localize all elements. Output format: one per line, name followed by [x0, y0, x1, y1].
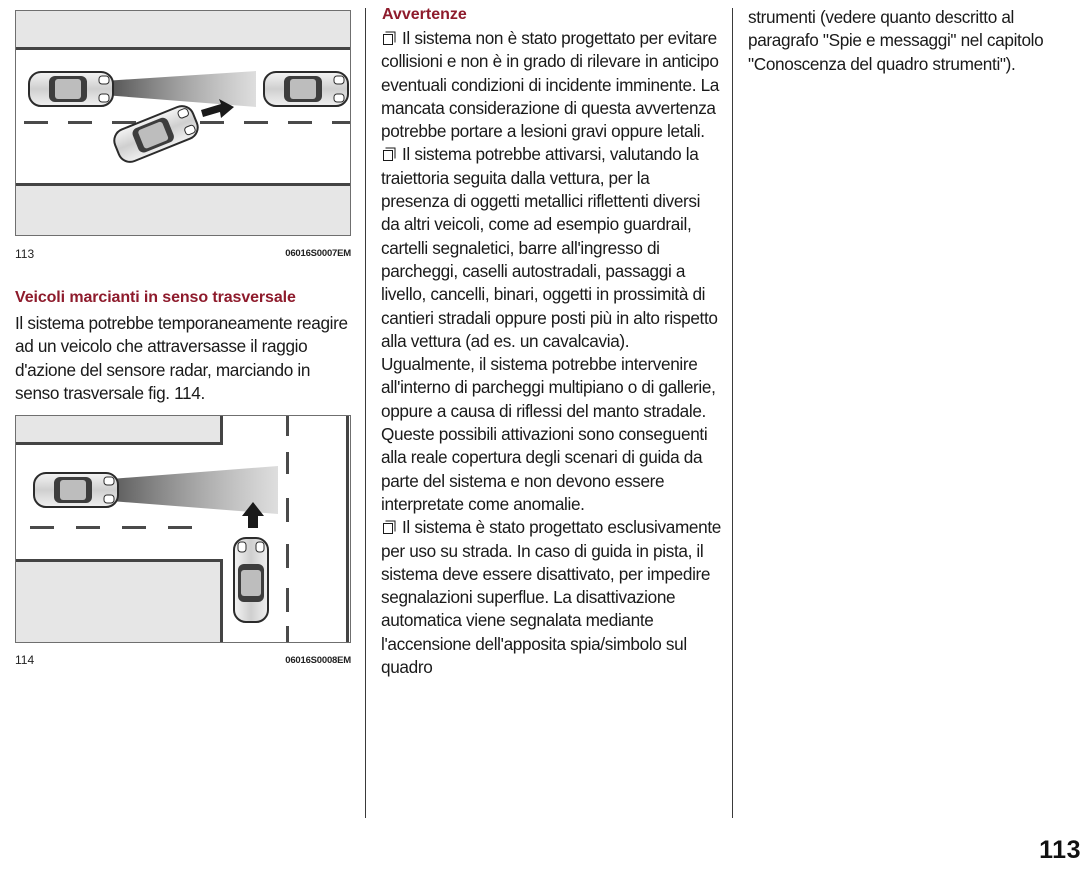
warning-continuation: strumenti (vedere quanto descritto al paragrafo "Spie e messaggi" nel capitolo "Conoscenza del quadro strumenti"). [748, 7, 1044, 74]
crossing-car [234, 538, 268, 622]
warning-list [381, 27, 721, 679]
figure-114-illustration [15, 415, 351, 643]
checkbox-bullet-icon [383, 523, 393, 534]
figure-code: 06016S0008EM [285, 655, 351, 666]
own-car [34, 473, 118, 507]
section-paragraph: Il sistema potrebbe temporaneamente reagire ad un veicolo che attraversasse il raggio d'azione del sensore radar, marciando in senso trasversale fig. 114. [15, 313, 348, 403]
warning-item: Il sistema potrebbe attivarsi, valutando la traiettoria seguita dalla vettura, per la presenza di oggetti metallici riflettenti diversi da altri veicoli, come ad esempio guardrail, cartelli segnaletici, barre all'ingresso di parcheggi, caselli autostradali, passaggi a livello, cancelli, binari, oggetti in prossimità di cantieri stradali oppure posti più in alto rispetto alla vettura (ad es. un cavalcavia). Ugualmente, il sistema potrebbe intervenire all'interno di parcheggi multipiano o di gallerie, oppure a causa di riflessi del manto stradale. Queste possibili attivazioni sono conseguenti alla reale copertura degli scenari di guida da parte del sistema e non devono essere interpretate come anomalie. [381, 144, 718, 514]
checkbox-bullet-icon [383, 34, 393, 45]
column-divider [365, 8, 366, 818]
figure-number: 113 [15, 247, 35, 261]
warning-item: Il sistema non è stato progettato per evitare collisioni e non è in grado di rilevare in anticipo eventuali condizioni di incidente imminente. La mancata considerazione di questa avvertenza potrebbe portare a lesioni gravi oppure letali. [381, 28, 720, 142]
warning-item: Il sistema è stato progettato esclusivamente per uso su strada. In caso di guida in pista, il sistema deve essere disattivato, per impedire segnalazioni superflue. La disattivazione automatica viene segnalata mediante l'accensione dell'apposita spia/simbolo sul quadro [381, 517, 721, 678]
section-title: Veicoli marcianti in senso trasversale [15, 289, 296, 306]
page-number: 113 [1039, 836, 1081, 864]
target-car [264, 72, 348, 106]
figure-number: 114 [15, 653, 35, 667]
figure-code: 06016S0007EM [285, 248, 351, 259]
checkbox-bullet-icon [383, 150, 393, 161]
warning-title: Avvertenze [382, 6, 467, 23]
column-divider [732, 8, 733, 818]
own-car [29, 72, 113, 106]
figure-113-illustration [15, 10, 351, 236]
